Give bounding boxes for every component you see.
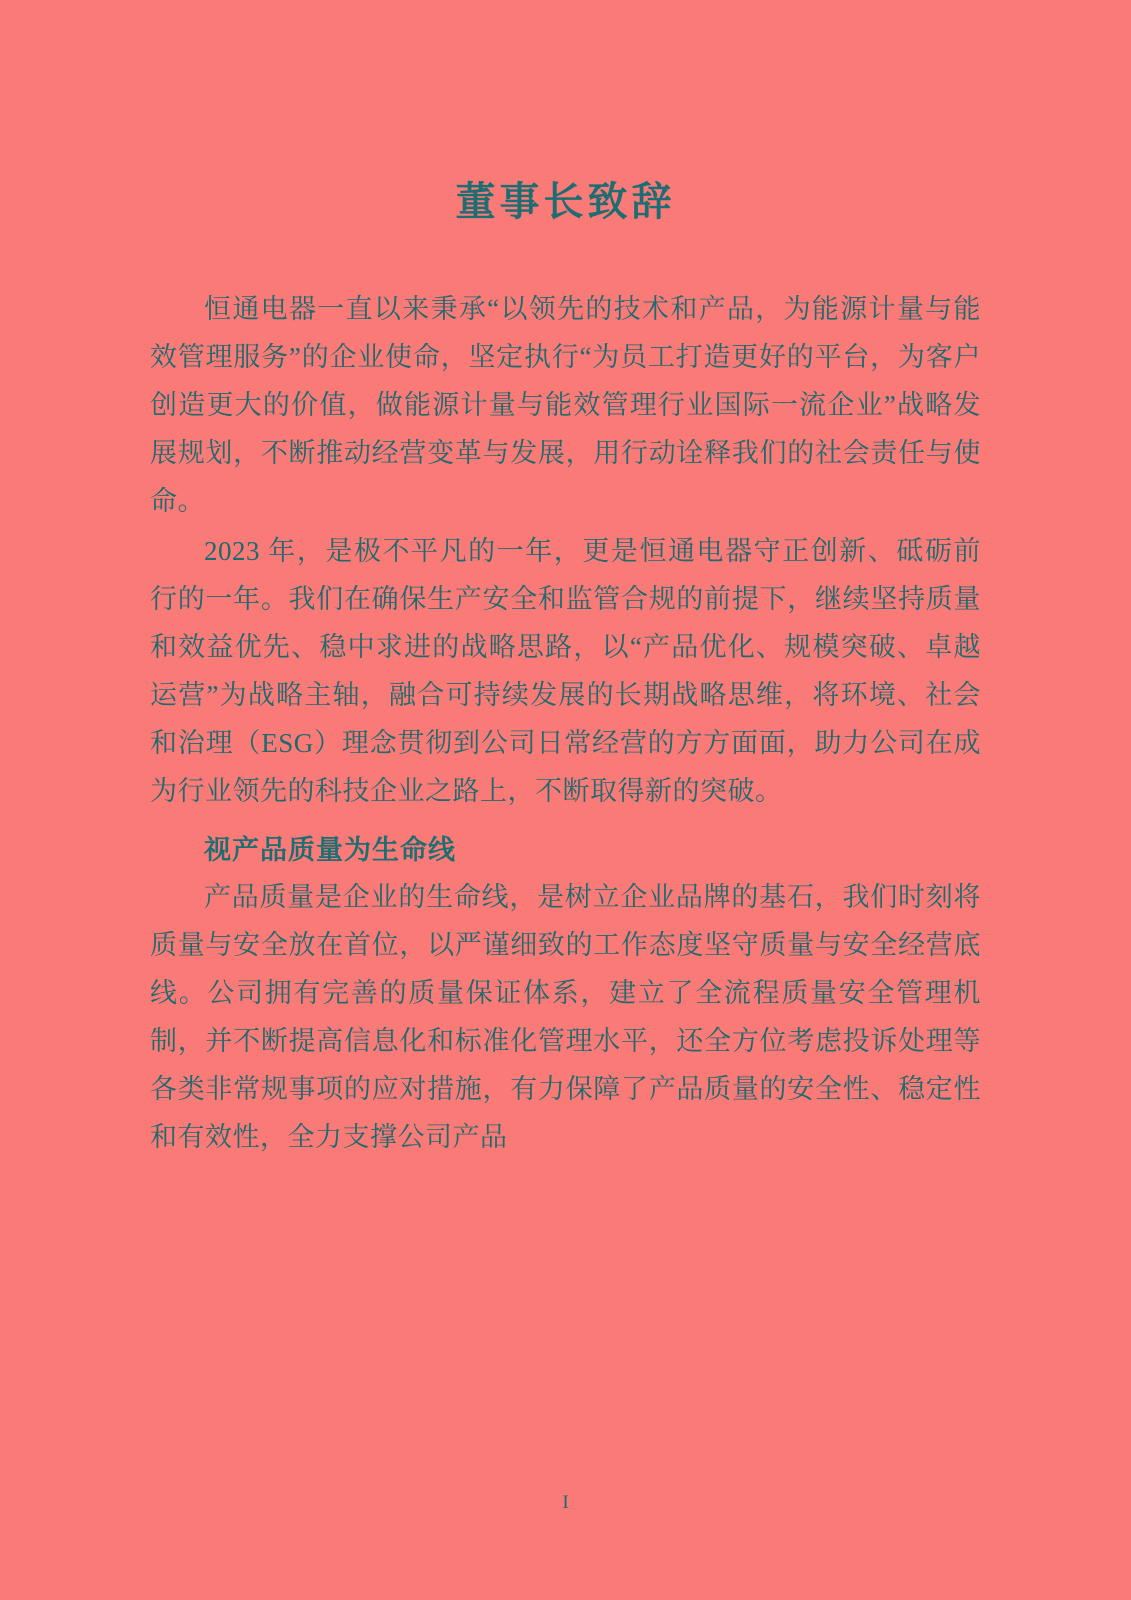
paragraph-quality: 产品质量是企业的生命线，是树立企业品牌的基石，我们时刻将质量与安全放在首位，以严谨细致的工作态度坚守质量与安全经营底线。公司拥有完善的质量保证体系，建立了全流程质量安全管理机制，并不断提高信息化和标准化管理水平，还全方位考虑投诉处理等各类非常规事项的应对措施，有力保障了产品质量的安全性、稳定性和有效性，全力支撑公司产品 — [150, 881, 981, 1152]
section-heading-quality: 视产品质量为生命线 — [204, 834, 456, 866]
paragraph-mission: 恒通电器一直以来秉承“以领先的技术和产品，为能源计量与能效管理服务”的企业使命，坚定执行“为员工打造更好的平台，为客户创造更大的价值，做能源计量与能效管理行业国际一流企业”战略发展规划，不断推动经营变革与发展，用行动诠释我们的社会责任与使命。 — [150, 294, 981, 517]
page-number: I — [562, 1492, 569, 1513]
paragraph-year-review: 2023 年，是极不平凡的一年，更是恒通电器守正创新、砥砺前行的一年。我们在确保生产安全和监管合规的前提下，继续坚持质量和效益优先、稳中求进的战略思路，以“产品优化、规模突破、卓越运营”为战略主轴，融合可持续发展的长期战略思维，将环境、社会和治理（ESG）理念贯彻到公司日常经营的方方面面，助力公司在成为行业领先的科技企业之路上，不断取得新的突破。 — [150, 536, 981, 807]
page-title: 董事长致辞 — [455, 179, 676, 225]
